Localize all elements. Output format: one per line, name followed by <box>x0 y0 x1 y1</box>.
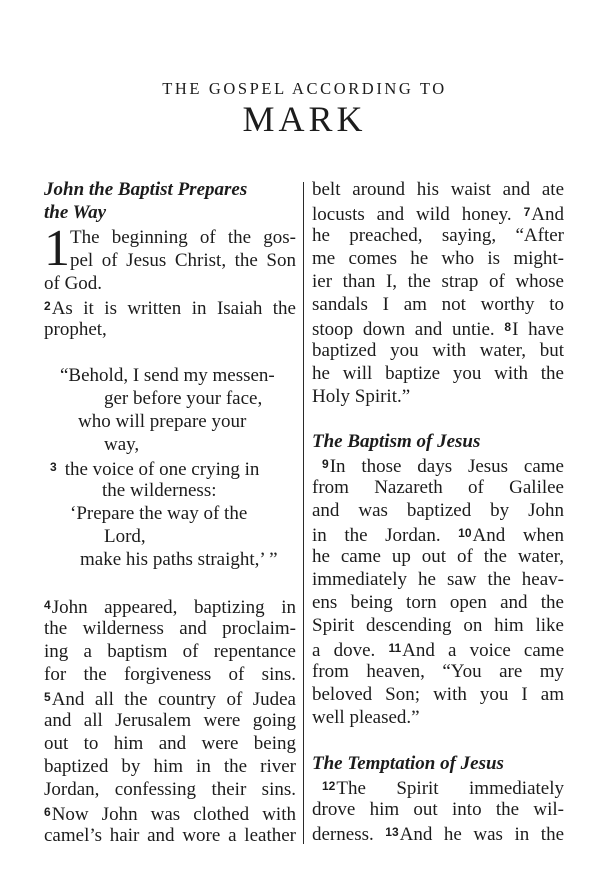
text-line: prophet, <box>44 319 107 340</box>
verse-number: 7 <box>523 205 531 219</box>
text-line: from heaven, “You are my <box>312 661 564 682</box>
section-heading: John the Baptist Prepares <box>44 179 248 200</box>
verse-number: 12 <box>322 779 336 793</box>
verse-number: 2 <box>44 299 51 313</box>
text-line: the wilderness and proclaim- <box>44 618 296 639</box>
text-line: he preached, saying, “After <box>312 225 564 246</box>
text-line: immediately he saw the heav- <box>312 569 564 590</box>
text-line: ens being torn open and the <box>312 592 564 613</box>
text-line: a dove. $^{11}$And a voice came <box>312 640 564 660</box>
text-line: well pleased.” <box>312 707 420 728</box>
text-line: camel’s hair and wore a leather <box>44 825 296 846</box>
text-line: of God. <box>44 273 103 294</box>
text-line: out to him and were being <box>44 733 296 754</box>
book-kicker: THE GOSPEL ACCORDING TO <box>162 79 447 98</box>
poetry-line: who will prepare your <box>78 411 247 432</box>
text-line: locusts and wild honey. $^7$And <box>312 204 564 224</box>
text-line: Holy Spirit.” <box>312 386 411 407</box>
text-line: stoop down and untie. $^8$I have <box>312 319 564 339</box>
poetry-line: ger before your face, <box>104 388 263 409</box>
poetry-line: Lord, <box>104 526 146 547</box>
text-line: $^4$John appeared, baptizing in <box>44 597 296 617</box>
verse-number: 3 <box>50 460 57 474</box>
verse-number: 4 <box>44 598 51 612</box>
verse-number: 5 <box>44 690 51 704</box>
text-line: baptized you with water, but <box>312 340 564 361</box>
text-line: in the Jordan. $^{10}$And when <box>312 525 564 545</box>
poetry-line: ‘Prepare the way of the <box>70 503 248 524</box>
section-heading: The Baptism of Jesus <box>312 431 481 452</box>
poetry-line: way, <box>104 434 140 455</box>
text-line: drove him out into the wil- <box>312 799 564 820</box>
text-line: derness. $^{13}$And he was in the <box>312 824 564 844</box>
text-line: $^6$Now John was clothed with <box>44 804 296 824</box>
text-line: $^5$And all the country of Judea <box>44 689 296 709</box>
text-line: for the forgiveness of sins. <box>44 664 296 685</box>
text-line: $^{12}$The Spirit immediately <box>322 778 564 798</box>
poetry-line: the wilderness: <box>102 480 217 501</box>
poetry-line: “Behold, I send my messen- <box>60 365 275 386</box>
text-line: Jordan, confessing their sins. <box>44 779 296 800</box>
verse-number: 10 <box>458 526 472 540</box>
poetry-line: make his paths straight,’ ” <box>80 549 278 570</box>
section-heading-cont: the Way <box>44 202 107 223</box>
text-line: $^2$As it is written in Isaiah the <box>44 298 296 318</box>
text-line: from Nazareth of Galilee <box>312 477 564 498</box>
poetry-line: $^3$ the voice of one crying in <box>50 459 260 480</box>
verse-number: 8 <box>504 320 512 334</box>
section-heading: The Temptation of Jesus <box>312 753 504 774</box>
text-line: The beginning of the gos- <box>70 227 296 248</box>
text-line: me comes he who is might- <box>312 248 564 269</box>
book-title: MARK <box>242 99 367 139</box>
chapter-number: 1 <box>44 220 70 277</box>
text-line: he came up out of the water, <box>312 546 564 567</box>
column-divider <box>303 182 304 844</box>
text-line: sandals I am not worthy to <box>312 294 564 315</box>
verse-number: 6 <box>44 805 51 819</box>
text-line: belt around his waist and ate <box>312 179 564 200</box>
text-line: $^9$In those days Jesus came <box>322 456 564 476</box>
text-line: ing a baptism of repentance <box>44 641 296 662</box>
text-line: and was baptized by John <box>312 500 564 521</box>
text-line: Spirit descending on him like <box>312 615 564 636</box>
verse-number: 11 <box>388 641 402 655</box>
text-line: he will baptize you with the <box>312 363 564 384</box>
text-line: and all Jerusalem were going <box>44 710 296 731</box>
text-line: ier than I, the strap of whose <box>312 271 564 292</box>
text-line: baptized by him in the river <box>44 756 296 777</box>
verse-number: 9 <box>322 457 329 471</box>
text-line: pel of Jesus Christ, the Son <box>70 250 296 271</box>
verse-number: 13 <box>385 825 399 839</box>
text-line: beloved Son; with you I am <box>312 684 564 705</box>
